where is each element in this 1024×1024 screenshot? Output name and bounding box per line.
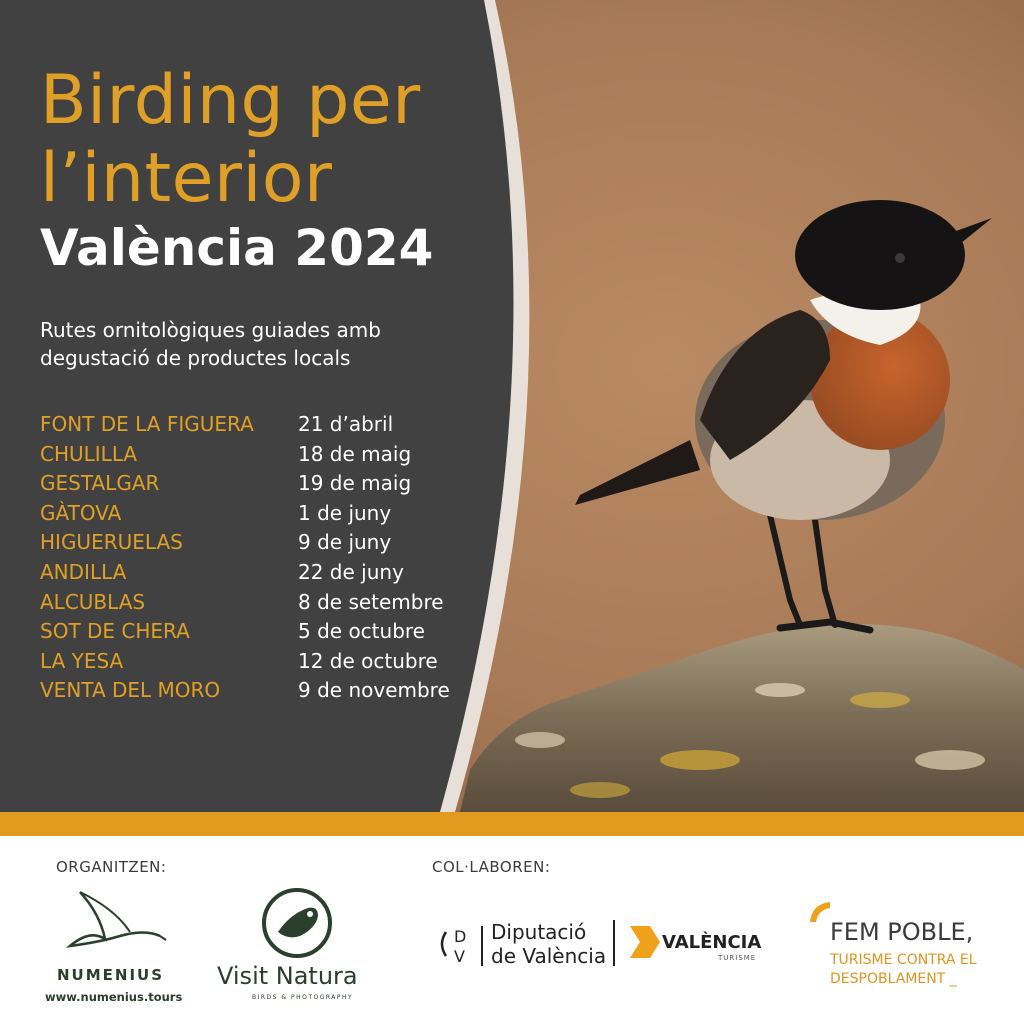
logos-divider [613, 920, 615, 966]
fem-poble-line-3: DESPOBLAMENT _ [830, 971, 957, 987]
schedule-row [40, 528, 450, 558]
event-date: 9 de juny [298, 530, 392, 555]
fem-poble-slogan [830, 951, 977, 989]
fem-poble-title: FEM POBLE, [830, 918, 974, 946]
valencia-turisme-tagline: TURISME [718, 954, 757, 962]
schedule-list [40, 410, 450, 706]
diputacio-line-1: Diputació [491, 920, 587, 944]
description-line-1: Rutes ornitològiques guiades amb [40, 318, 381, 342]
valencia-turisme-name: VALÈNCIA [662, 932, 762, 953]
title-line-2: l’interior [40, 139, 333, 218]
organizers-label: ORGANITZEN: [56, 858, 167, 876]
event-date: 18 de maig [298, 441, 412, 466]
schedule-row [40, 588, 450, 618]
numenius-bird-icon [60, 884, 170, 954]
event-date: 12 de octubre [298, 648, 438, 673]
schedule-row [40, 558, 450, 588]
schedule-row [40, 676, 450, 706]
event-date: 21 d’abril [298, 412, 394, 436]
schedule-row [40, 469, 450, 499]
valencia-turisme-icon [626, 922, 662, 962]
event-date: 8 de setembre [298, 589, 444, 614]
collaborators-label: COL·LABOREN: [432, 858, 551, 876]
svg-text:V: V [454, 947, 465, 964]
town-name: ANDILLA [40, 559, 127, 584]
event-date: 19 de maig [298, 471, 412, 496]
event-date: 1 de juny [298, 500, 392, 525]
town-name: LA YESA [40, 648, 124, 673]
town-name: SOT DE CHERA [40, 619, 190, 644]
event-date: 5 de octubre [298, 619, 425, 644]
town-name: ALCUBLAS [40, 589, 146, 614]
schedule-row [40, 647, 450, 677]
town-name: CHULILLA [40, 441, 138, 466]
diputacio-name [491, 920, 606, 968]
schedule-row [40, 410, 450, 440]
visit-natura-bird-icon [260, 886, 334, 960]
title-line-1: Birding per [40, 61, 421, 140]
numenius-url: www.numenius.tours [45, 990, 183, 1004]
visit-natura-name: Visit Natura [217, 962, 358, 990]
subtitle: València 2024 [40, 219, 434, 277]
town-name: VENTA DEL MORO [40, 678, 221, 703]
description-line-2: degustació de productes locals [40, 346, 351, 370]
schedule-row [40, 440, 450, 470]
page-title [40, 62, 421, 218]
visit-natura-tagline: BIRDS & PHOTOGRAPHY [252, 994, 354, 1001]
schedule-row [40, 499, 450, 529]
accent-stripe [0, 812, 1024, 836]
town-name: GESTALGAR [40, 471, 160, 496]
diputacio-dv-icon [436, 924, 476, 964]
schedule-row [40, 617, 450, 647]
town-name: FONT DE LA FIGUERA [40, 412, 254, 436]
event-date: 22 de juny [298, 559, 404, 584]
town-name: GÀTOVA [40, 500, 122, 525]
diputacio-divider [481, 926, 483, 966]
town-name: HIGUERUELAS [40, 530, 183, 555]
fem-poble-line-2: TURISME CONTRA EL [830, 952, 977, 968]
sponsors-footer [0, 836, 1024, 1024]
diputacio-line-2: de València [491, 944, 607, 968]
description [40, 316, 470, 372]
event-date: 9 de novembre [298, 678, 450, 703]
numenius-name: NUMENIUS [57, 966, 165, 984]
svg-text:D: D [454, 927, 467, 946]
